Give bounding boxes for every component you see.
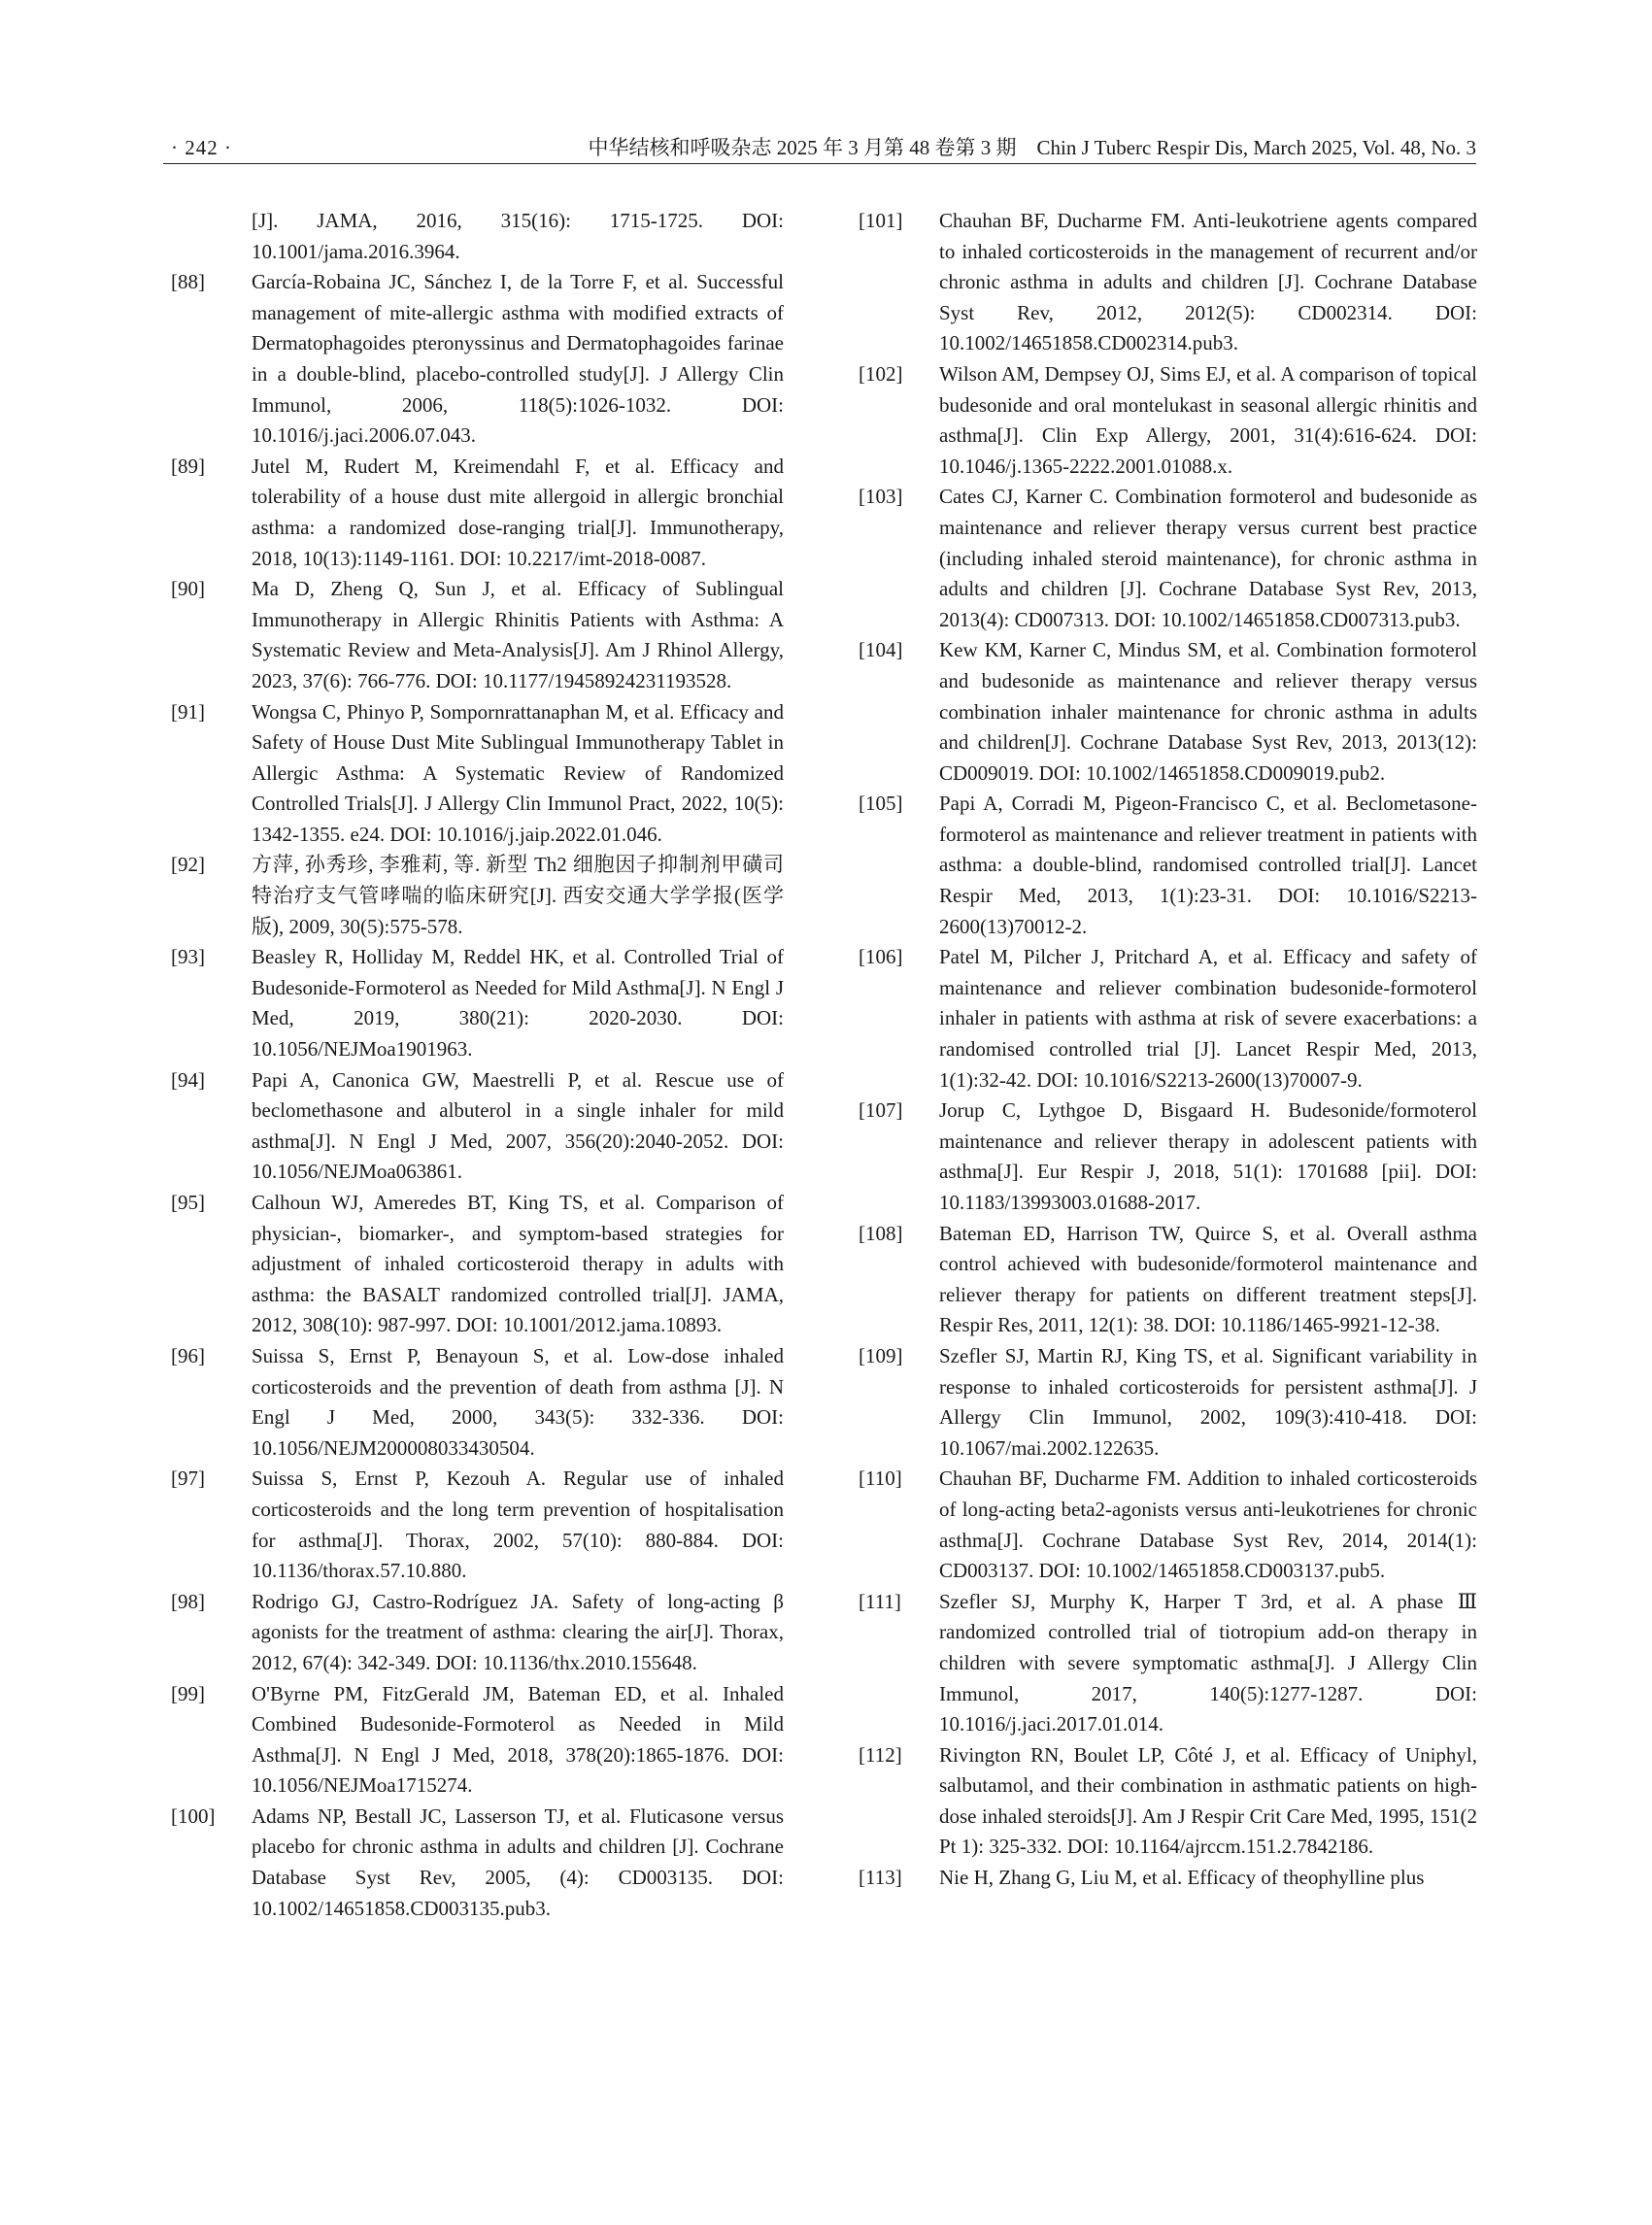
reference-text: García-Robaina JC, Sánchez I, de la Torre F, et al. Successful management of mite-allergic asthma with modified extracts of Dermatophagoides pteronyssinus and Dermatophagoides farinae in a double-blind, placebo-controlled study[J]. J Allergy Clin Immunol, 2006, 118(5):1026-1032. DOI: 10.1016/j.jaci.2006.07.043. bbox=[252, 270, 784, 448]
reference-number: [90] bbox=[171, 577, 205, 601]
reference-item bbox=[171, 1341, 784, 1464]
journal-running-title: 中华结核和呼吸杂志 2025 年 3 月第 48 卷第 3 期 Chin J Tuberc Respir Dis, March 2025, Vol. 48, No. 3 bbox=[588, 136, 1476, 159]
reference-item bbox=[859, 1740, 1477, 1863]
reference-text: Cates CJ, Karner C. Combination formoterol and budesonide as maintenance and reliever therapy versus current best practice (including inhaled steroid maintenance), for chronic asthma in adults and children [J]. Cochrane Database Syst Rev, 2013, 2013(4): CD007313. DOI: 10.1002/14651858.CD007313.pub3. bbox=[939, 485, 1477, 631]
reference-text: O'Byrne PM, FitzGerald JM, Bateman ED, et al. Inhaled Combined Budesonide-Formoterol as Needed in Mild Asthma[J]. N Engl J Med, 2018, 378(20):1865-1876. DOI: 10.1056/NEJMoa1715274. bbox=[252, 1681, 784, 1798]
reference-item bbox=[859, 942, 1477, 1096]
reference-item bbox=[171, 697, 784, 851]
references-left-column bbox=[171, 206, 784, 1924]
reference-text: Rodrigo GJ, Castro-Rodríguez JA. Safety of long-acting β agonists for the treatment of asthma: clearing the air[J]. Thorax, 2012, 67(4): 342-349. DOI: 10.1136/thx.2010.155648. bbox=[252, 1589, 784, 1674]
reference-item bbox=[171, 1679, 784, 1802]
reference-number: [95] bbox=[171, 1191, 205, 1214]
reference-item bbox=[171, 1587, 784, 1679]
reference-item bbox=[171, 1802, 784, 1924]
reference-text: 方萍, 孙秀珍, 李雅莉, 等. 新型 Th2 细胞因子抑制剂甲磺司特治疗支气管哮喘的临床研究[J]. 西安交通大学学报(医学版), 2009, 30(5):575-578. bbox=[252, 853, 784, 938]
reference-text: Suissa S, Ernst P, Kezouh A. Regular use of inhaled corticosteroids and the long term prevention of hospitalisation for asthma[J]. Thorax, 2002, 57(10): 880-884. DOI: 10.1136/thorax.57.10.880. bbox=[252, 1466, 784, 1583]
reference-number: [110] bbox=[859, 1466, 902, 1491]
reference-item bbox=[859, 359, 1477, 482]
reference-text: Szefler SJ, Martin RJ, King TS, et al. Significant variability in response to inhaled corticosteroids for persistent asthma[J]. J Allergy Clin Immunol, 2002, 109(3):410-418. DOI: 10.1067/mai.2002.122635. bbox=[939, 1343, 1477, 1460]
reference-text: Wilson AM, Dempsey OJ, Sims EJ, et al. A comparison of topical budesonide and oral montelukast in seasonal allergic rhinitis and asthma[J]. Clin Exp Allergy, 2001, 31(4):616-624. DOI: 10.1046/j.1365-2222.2001.01088.x. bbox=[939, 361, 1477, 478]
reference-text: Bateman ED, Harrison TW, Quirce S, et al. Overall asthma control achieved with budesonide/formoterol maintenance and reliever therapy for patients on different treatment steps[J]. Respir Res, 2011, 12(1): 38. DOI: 10.1186/1465-9921-12-38. bbox=[939, 1221, 1477, 1337]
reference-number: [100] bbox=[171, 1804, 216, 1828]
reference-item bbox=[859, 789, 1477, 942]
page-header bbox=[163, 132, 1476, 164]
reference-item bbox=[859, 1096, 1477, 1218]
reference-number: [104] bbox=[859, 638, 903, 662]
references-right-column bbox=[859, 206, 1477, 1894]
reference-number: [97] bbox=[171, 1466, 205, 1491]
reference-number: [92] bbox=[171, 853, 205, 877]
reference-number: [113] bbox=[859, 1866, 902, 1890]
reference-item bbox=[859, 1341, 1477, 1464]
reference-number: [105] bbox=[859, 792, 903, 816]
reference-text: Patel M, Pilcher J, Pritchard A, et al. Efficacy and safety of maintenance and reliever combination budesonide-formoterol inhaler in patients with asthma at risk of severe exacerbations: a randomised controlled trial [J]. Lancet Respir Med, 2013, 1(1):32-42. DOI: 10.1016/S2213-2600(13)70007-9. bbox=[939, 945, 1477, 1092]
reference-text: Nie H, Zhang G, Liu M, et al. Efficacy of theophylline plus bbox=[939, 1866, 1425, 1890]
reference-text: Papi A, Corradi M, Pigeon-Francisco C, et al. Beclometasone-formoterol as maintenance and reliever treatment in patients with asthma: a double-blind, randomised controlled trial[J]. Lancet Respir Med, 2013, 1(1):23-31. DOI: 10.1016/S2213-2600(13)70012-2. bbox=[939, 792, 1477, 938]
reference-item bbox=[171, 206, 784, 267]
reference-text: Rivington RN, Boulet LP, Côté J, et al. Efficacy of Uniphyl, salbutamol, and their combination in asthmatic patients on high-dose inhaled steroids[J]. Am J Respir Crit Care Med, 1995, 151(2 Pt 1): 325-332. DOI: 10.1164/ajrccm.151.2.7842186. bbox=[939, 1742, 1477, 1859]
reference-item bbox=[859, 1587, 1477, 1740]
reference-item bbox=[859, 635, 1477, 789]
reference-text: Chauhan BF, Ducharme FM. Anti-leukotriene agents compared to inhaled corticosteroids in the management of recurrent and/or chronic asthma in adults and children [J]. Cochrane Database Syst Rev, 2012, 2012(5): CD002314. DOI: 10.1002/14651858.CD002314.pub3. bbox=[939, 209, 1477, 355]
reference-number: [112] bbox=[859, 1742, 902, 1767]
reference-number: [94] bbox=[171, 1067, 205, 1092]
reference-text: Adams NP, Bestall JC, Lasserson TJ, et al. Fluticasone versus placebo for chronic asthma in adults and children [J]. Cochrane Database Syst Rev, 2005, (4): CD003135. DOI: 10.1002/14651858.CD003135.pub3. bbox=[252, 1804, 784, 1920]
reference-number: [99] bbox=[171, 1681, 205, 1705]
reference-number: [91] bbox=[171, 699, 205, 724]
reference-text: Szefler SJ, Murphy K, Harper T 3rd, et al. A phase Ⅲ randomized controlled trial of tiotropium add-on therapy in children with severe symptomatic asthma[J]. J Allergy Clin Immunol, 2017, 140(5):1277-1287. DOI: 10.1016/j.jaci.2017.01.014. bbox=[939, 1589, 1477, 1736]
reference-item bbox=[171, 1188, 784, 1341]
reference-text: Kew KM, Karner C, Mindus SM, et al. Combination formoterol and budesonide as maintenance and reliever therapy versus combination inhaler maintenance for chronic asthma in adults and children[J]. Cochrane Database Syst Rev, 2013, 2013(12): CD009019. DOI: 10.1002/14651858.CD009019.pub2. bbox=[939, 638, 1477, 785]
reference-number: [102] bbox=[859, 361, 903, 386]
reference-item bbox=[859, 206, 1477, 359]
reference-item bbox=[171, 267, 784, 452]
reference-item bbox=[171, 452, 784, 574]
reference-number: [111] bbox=[859, 1589, 901, 1613]
reference-text: Papi A, Canonica GW, Maestrelli P, et al. Rescue use of beclomethasone and albuterol in a single inhaler for mild asthma[J]. N Engl J Med, 2007, 356(20):2040-2052. DOI: 10.1056/NEJMoa063861. bbox=[252, 1067, 784, 1184]
reference-text: Suissa S, Ernst P, Benayoun S, et al. Low-dose inhaled corticosteroids and the prevention of death from asthma [J]. N Engl J Med, 2000, 343(5): 332-336. DOI: 10.1056/NEJM200008033430504. bbox=[252, 1343, 784, 1460]
reference-text: [J]. JAMA, 2016, 315(16): 1715-1725. DOI: 10.1001/jama.2016.3964. bbox=[252, 209, 784, 263]
reference-number: [88] bbox=[171, 270, 205, 294]
reference-text: Jutel M, Rudert M, Kreimendahl F, et al. Efficacy and tolerability of a house dust mite allergoid in allergic bronchial asthma: a randomized dose-ranging trial[J]. Immunotherapy, 2018, 10(13):1149-1161. DOI: 10.2217/imt-2018-0087. bbox=[252, 454, 784, 570]
reference-item bbox=[171, 1065, 784, 1188]
reference-text: Jorup C, Lythgoe D, Bisgaard H. Budesonide/formoterol maintenance and reliever therapy in adolescent patients with asthma[J]. Eur Respir J, 2018, 51(1): 1701688 [pii]. DOI: 10.1183/13993003.01688-2017. bbox=[939, 1098, 1477, 1214]
reference-item bbox=[171, 574, 784, 696]
reference-number: [98] bbox=[171, 1589, 205, 1613]
page-number: · 242 · bbox=[171, 136, 232, 159]
reference-number: [108] bbox=[859, 1221, 903, 1245]
reference-number: [101] bbox=[859, 209, 903, 232]
reference-text: Ma D, Zheng Q, Sun J, et al. Efficacy of Sublingual Immunotherapy in Allergic Rhinitis Patients with Asthma: A Systematic Review and Meta-Analysis[J]. Am J Rhinol Allergy, 2023, 37(6): 766-776. DOI: 10.1177/19458924231193528. bbox=[252, 577, 784, 692]
reference-number: [89] bbox=[171, 454, 205, 478]
reference-item bbox=[171, 1464, 784, 1586]
reference-item bbox=[171, 850, 784, 942]
reference-item bbox=[859, 1219, 1477, 1341]
reference-text: Wongsa C, Phinyo P, Sompornrattanaphan M, et al. Efficacy and Safety of House Dust Mite Sublingual Immunotherapy Tablet in Allergic Asthma: A Systematic Review of Randomized Controlled Trials[J]. J Allergy Clin Immunol Pract, 2022, 10(5): 1342-1355. e24. DOI: 10.1016/j.jaip.2022.01.046. bbox=[252, 699, 784, 846]
reference-number: [107] bbox=[859, 1098, 903, 1123]
reference-item bbox=[859, 1464, 1477, 1586]
reference-number: [96] bbox=[171, 1343, 205, 1367]
reference-item bbox=[859, 1863, 1477, 1894]
reference-text: Beasley R, Holliday M, Reddel HK, et al. Controlled Trial of Budesonide-Formoterol as Needed for Mild Asthma[J]. N Engl J Med, 2019, 380(21): 2020-2030. DOI: 10.1056/NEJMoa1901963. bbox=[252, 945, 784, 1062]
reference-number: [93] bbox=[171, 945, 205, 969]
reference-number: [109] bbox=[859, 1343, 903, 1367]
reference-text: Chauhan BF, Ducharme FM. Addition to inhaled corticosteroids of long-acting beta2-agonists versus anti-leukotrienes for chronic asthma[J]. Cochrane Database Syst Rev, 2014, 2014(1): CD003137. DOI: 10.1002/14651858.CD003137.pub5. bbox=[939, 1466, 1477, 1583]
reference-item bbox=[859, 482, 1477, 635]
reference-text: Calhoun WJ, Ameredes BT, King TS, et al. Comparison of physician-, biomarker-, and symptom-based strategies for adjustment of inhaled corticosteroid therapy in adults with asthma: the BASALT randomized controlled trial[J]. JAMA, 2012, 308(10): 987-997. DOI: 10.1001/2012.jama.10893. bbox=[252, 1191, 784, 1337]
reference-number: [106] bbox=[859, 945, 903, 969]
reference-number: [103] bbox=[859, 485, 903, 509]
reference-item bbox=[171, 942, 784, 1064]
